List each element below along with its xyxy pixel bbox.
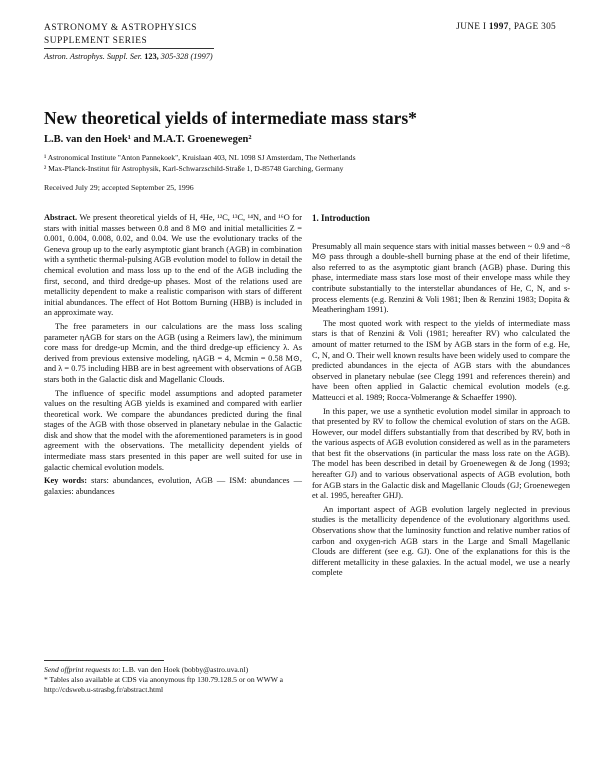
journal-header xyxy=(44,22,213,63)
paper-title: New theoretical yields of intermediate mass stars* xyxy=(44,108,417,128)
abstract-paragraph-3: The influence of specific model assumptions and adopted parameter values on the resulting AGB yields is examined and compared with earlier theoretical work. We compare the abundances predicted during the final stages of the AGB with those observed in planetary nebulae in the Galactic disk and show that the model with the aforementioned parameters is in good agreement with the observations. The metallicity dependent yields of intermediate mass stars presented in this paper are well suited for use in galactic chemical evolution models. xyxy=(44,388,302,472)
citation-journal: Astron. Astrophys. Suppl. Ser. xyxy=(44,52,143,61)
intro-paragraph-1: Presumably all main sequence stars with initial masses between ~ 0.9 and ~8 M⊙ pass through a double-shell burning phase at the end of their lifetime, also referred to as the asymptotic giant branch (AGB) phase. During this phase, intermediate mass stars lose most of their envelope mass while they contribute substantially to the interstellar abundances of He, C, N, and s-process elements (e.g. Renzini & Voli 1981; Iben & Renzini 1983; Dopita & Meatheringham 1991). xyxy=(312,241,570,315)
abstract-paragraph-1: Abstract. We present theoretical yields of H, ⁴He, ¹²C, ¹³C, ¹⁴N, and ¹⁶O for stars with initial masses between 0.8 and 8 M⊙ and initial metallicities Z = 0.001, 0.004, 0.008, 0.02, and 0.04. We use the evolutionary tracks of the Geneva group up to the early asymptotic giant branch (AGB) in combination with a synthetic thermal-pulsing AGB evolution model to follow in detail the chemical evolution and mass loss up to the end of the AGB including the first, second, and third dredge-up phases. Most of the relations used are metallicity dependent to make a realistic comparison with stars of different initial abundances. The effect of Hot Bottom Burning (HBB) is included in an approximate way. xyxy=(44,213,302,318)
citation-pages: 305-328 (1997) xyxy=(160,52,213,61)
intro-paragraph-4: An important aspect of AGB evolution largely neglected in previous studies is the metallicity dependence of the evolutionary algorithms used. Observations show that the luminosity function and relative number ratios of carbon and oxygen-rich AGB stars in the Large and Small Magellanic Clouds are different (see e.g. GJ). One of the explanations for this is the different metallicity in these galaxies. In the actual model, we use a nearly complete xyxy=(312,504,570,578)
left-column xyxy=(44,213,302,497)
header-rule xyxy=(44,48,214,49)
keywords-label: Key words: xyxy=(44,476,88,486)
affiliation-2: ² Max-Planck-Institut für Astrophysik, Karl-Schwarzschild-Straße 1, D-85748 Garching, Germany xyxy=(44,164,344,173)
journal-series: SUPPLEMENT SERIES xyxy=(44,36,148,46)
intro-paragraph-2: The most quoted work with respect to the yields of intermediate mass stars is that of Renzini & Voli (1981; hereafter RV) who calculated the amount of matter returned to the ISM by AGB stars in the form of e.g. He, C, N, and O. Their well known results have been widely used to compare the predicted abundances in the ejecta of AGB stars with the abundances observed in planetary nebulae (see Clegg 1991 and references therein) and have been often applied in Galactic chemical evolution models (e.g. Matteucci et al. 1989; Rocca-Volmerange & Schaeffer 1990). xyxy=(312,318,570,402)
abstract-paragraph-2: The free parameters in our calculations are the mass loss scaling parameter ηAGB for stars on the AGB (using a Reimers law), the minimum core mass for dredge-up Mcmin, and the third dredge-up efficiency λ. As derived from previous extensive modeling, ηAGB = 4, Mcmin = 0.58 M⊙, and λ = 0.75 including HBB are in best agreement with observations of AGB stars both in the Galactic disk and Magellanic Clouds. xyxy=(44,321,302,384)
section-heading-introduction: 1. Introduction xyxy=(312,213,370,223)
citation-volume: 123, xyxy=(144,52,159,61)
offprint-note: Send offprint requests to: L.B. van den Hoek (bobby@astro.uva.nl) xyxy=(44,665,249,674)
journal-name: ASTRONOMY & ASTROPHYSICS xyxy=(44,23,198,33)
page-number: , PAGE 305 xyxy=(508,22,556,32)
journal-citation xyxy=(44,50,213,63)
issue-year: 1997 xyxy=(488,22,509,32)
received-date: Received July 29; accepted September 25, 1996 xyxy=(44,183,194,192)
affiliation-1: ¹ Astronomical Institute "Anton Pannekoek", Kruislaan 403, NL 1098 SJ Amsterdam, The Netherlands xyxy=(44,153,356,162)
right-column xyxy=(312,213,570,579)
footnote xyxy=(44,665,304,696)
affiliations xyxy=(44,152,356,174)
issue-date: JUNE I 1997, PAGE 305 xyxy=(456,22,556,32)
intro-paragraph-3: In this paper, we use a synthetic evolution model similar in approach to that presented by RV to follow the chemical evolution of stars on the AGB. However, our model differs substantially from that described by RV, both in the various aspects of AGB evolution considered as well as in the parameters that best fit the observations (in particular the mass loss rate on the AGB). The model has been described in detail by Groenewegen & de Jong (1993; hereafter GJ) and to various observational aspects of AGB evolution, both for AGB stars in the Galactic disk and Magellanic Clouds (GJ; Groenewegen et al. 1995, hereafter GHJ). xyxy=(312,406,570,501)
paper-authors: L.B. van den Hoek¹ and M.A.T. Groenewegen² xyxy=(44,134,252,145)
tables-note: * Tables also available at CDS via anonymous ftp 130.79.128.5 or on WWW a http://cdsweb.u-strasbg.fr/abstract.html xyxy=(44,675,284,695)
footnote-rule xyxy=(44,660,164,661)
keywords: Key words: stars: abundances, evolution, AGB — ISM: abundances — galaxies: abundances xyxy=(44,476,302,496)
abstract-label: Abstract. xyxy=(44,213,78,222)
